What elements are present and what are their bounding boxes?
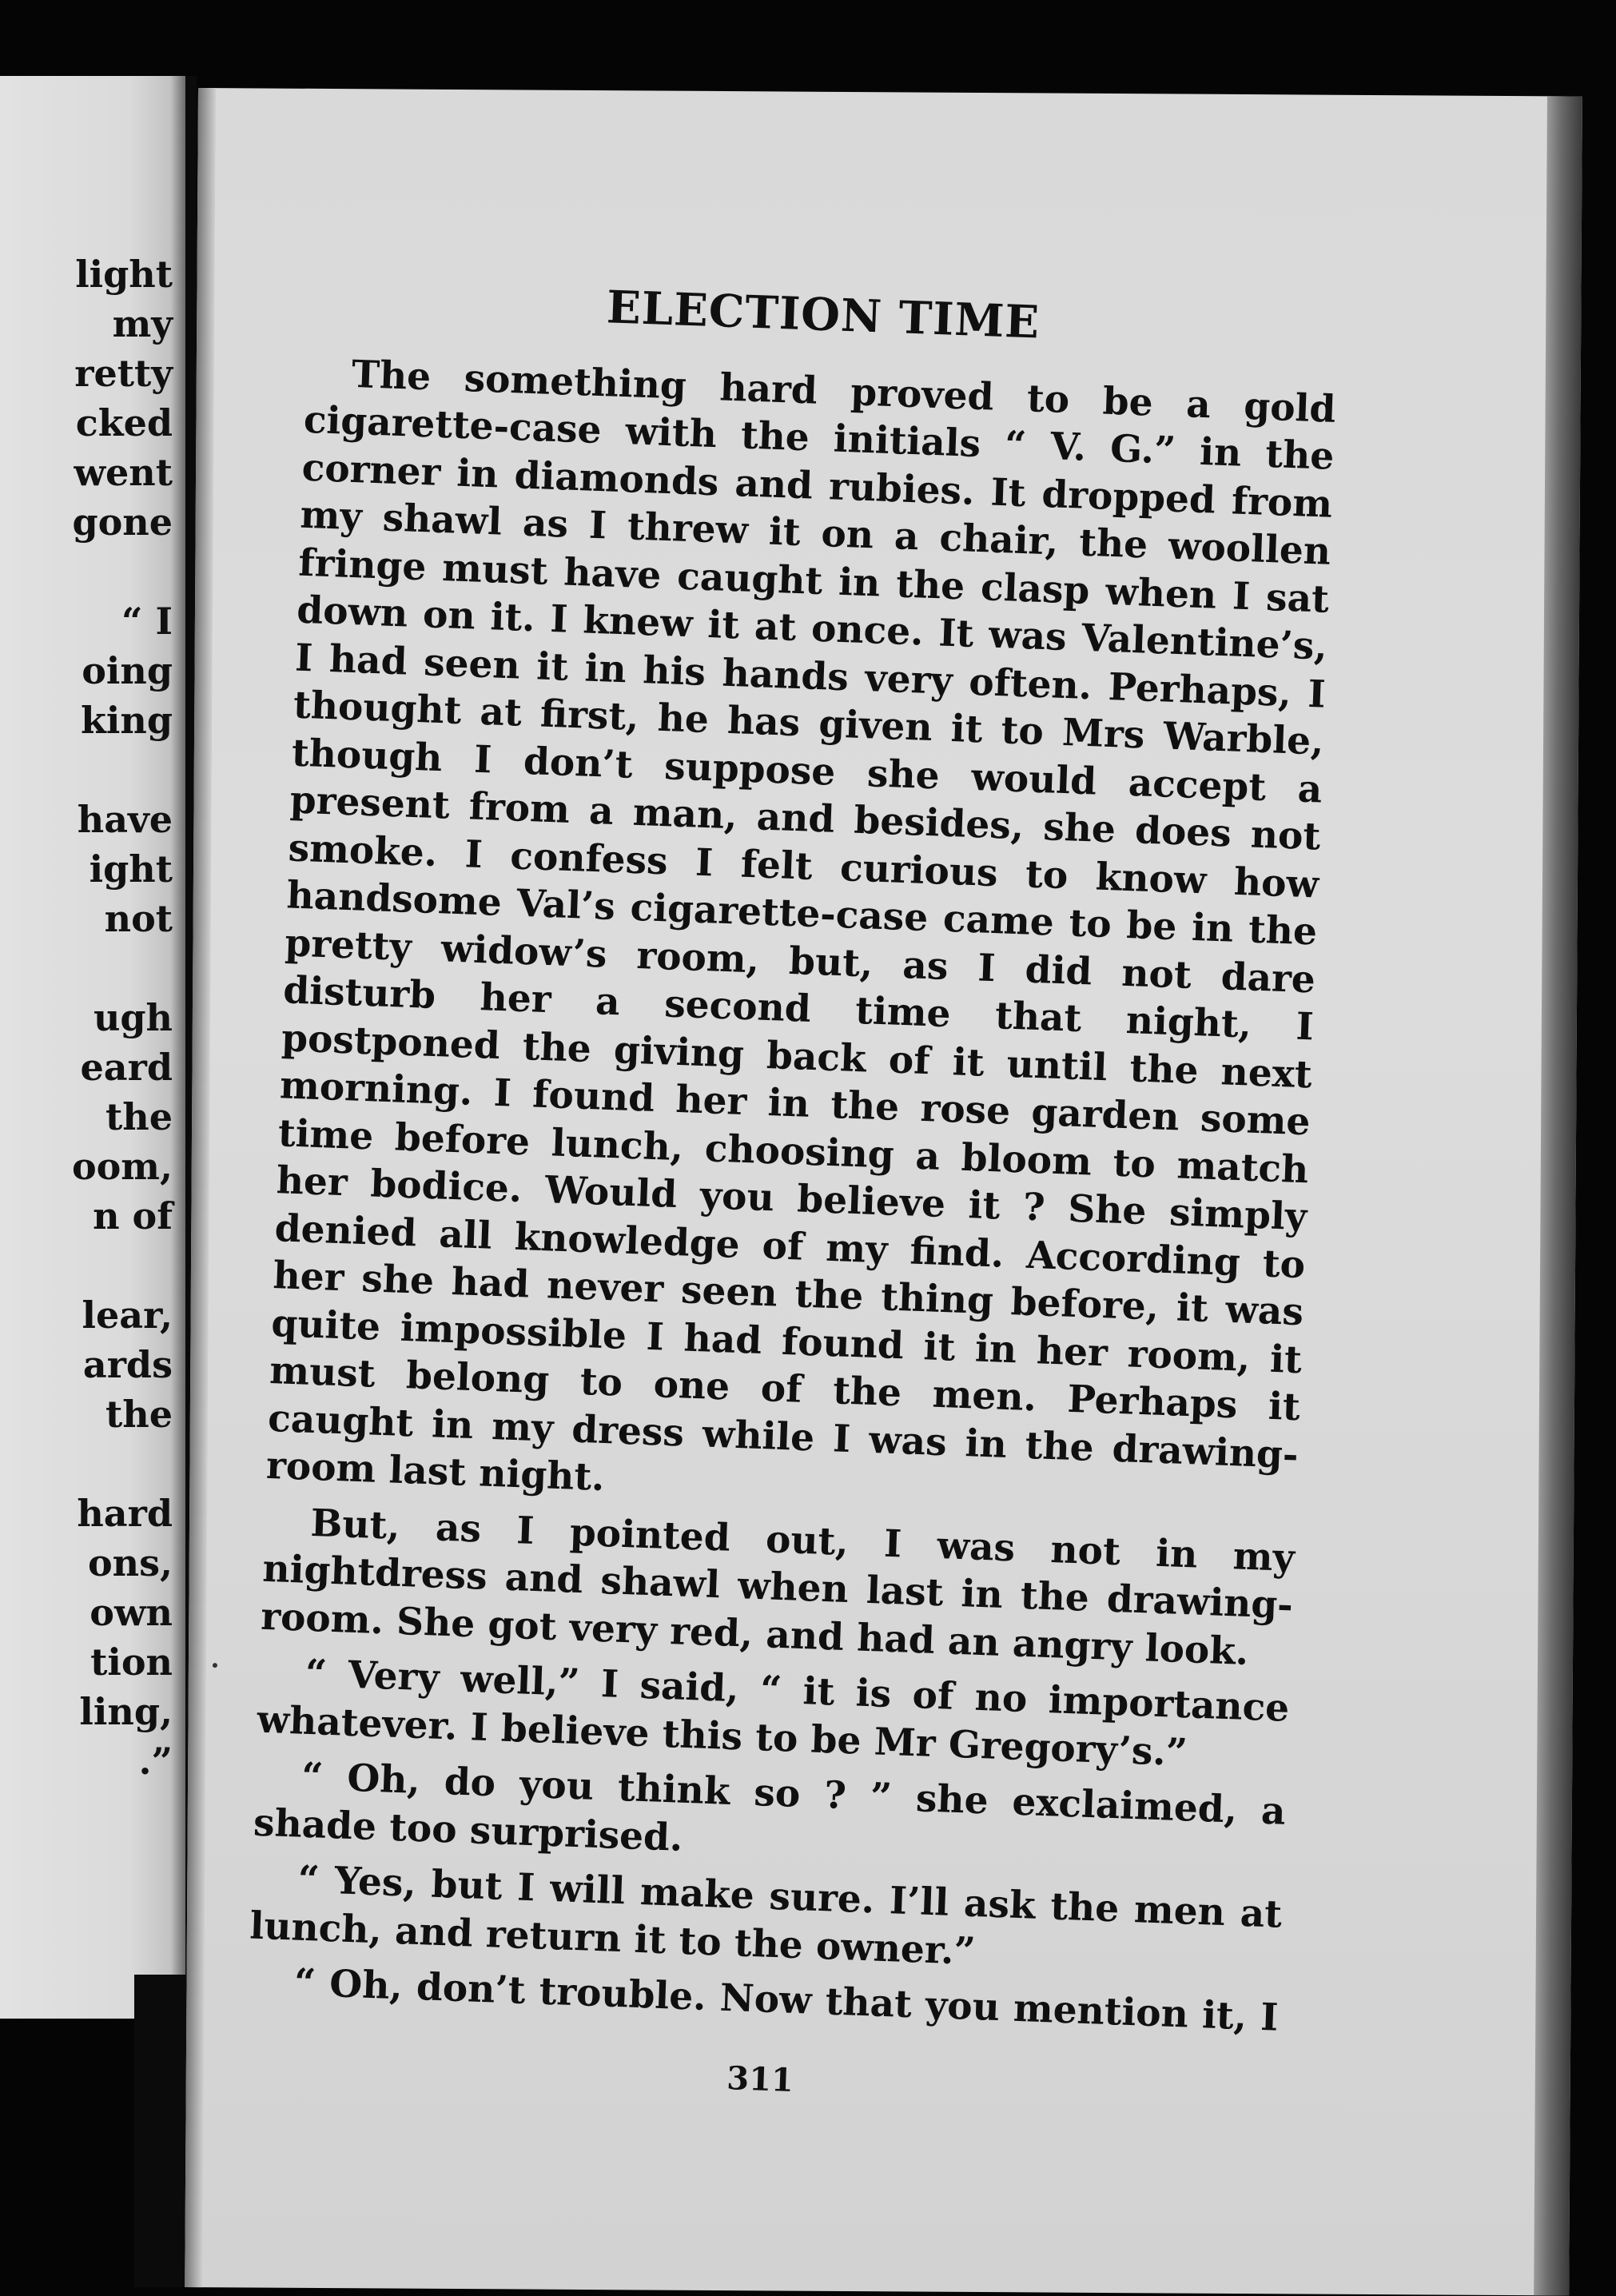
previous-page-line: .” xyxy=(138,1740,173,1783)
page-edge xyxy=(1534,96,1582,2295)
paragraph: “ Very well,” I said, “ it is of no importance whatever. I believe this to be Mr Gregory’s.” xyxy=(256,1651,1291,1775)
previous-page-line: tion xyxy=(90,1640,173,1684)
previous-page-line: ons, xyxy=(87,1541,173,1584)
book-page xyxy=(185,88,1582,2296)
previous-page-line: retty xyxy=(74,352,173,395)
previous-page-line: the xyxy=(105,1393,173,1436)
previous-page-line: ling, xyxy=(79,1690,173,1733)
previous-page-line: went xyxy=(74,451,173,494)
previous-page-line: lear, xyxy=(82,1293,173,1337)
paragraph: “ Oh, don’t trouble. Now that you mention it, I xyxy=(293,1960,1280,2040)
previous-page-line: n of xyxy=(93,1194,173,1238)
previous-page-line: oing xyxy=(82,649,173,692)
previous-page-line: king xyxy=(81,699,173,742)
previous-page-line: ight xyxy=(89,847,173,891)
previous-page-line: gone xyxy=(72,500,173,544)
paragraph: But, as I pointed out, I was not in my nightdress and shawl when last in the drawing-room. She got very red, and had an angry look. xyxy=(260,1501,1296,1674)
previous-page-line: the xyxy=(105,1095,173,1138)
previous-page-line: light xyxy=(75,253,173,296)
previous-page-line: hard xyxy=(77,1492,173,1535)
previous-page-line: cked xyxy=(75,401,173,444)
paragraph: “ Yes, but I will make sure. I’ll ask the men at lunch, and return it to the owner.” xyxy=(249,1857,1283,1974)
previous-page-line: ards xyxy=(82,1343,173,1386)
previous-page-line: ugh xyxy=(93,996,173,1039)
previous-page-line: my xyxy=(112,302,173,345)
paragraph: “ Oh, do you think so ? ” she exclaimed, a shade too surprised. xyxy=(253,1754,1287,1860)
paragraph: The something hard proved to be a gold cigarette-case with the initials “ V. G.” in the corner in diamonds and rubies. It dropped from my shawl as I threw it on a chair, the woollen fringe must have caught in the clasp when I sat down on it. I knew it at once. It was Valentine’s, I had seen it in his hands very often. Perhaps, I thought at first, he has given it to Mrs Warble, though I don’t suppose she would accept a present from a man, and besides, she does not smoke. I confess I felt curious to know how handsome Val’s cigarette-case came to be in the pretty widow’s room, but, as I did not dare disturb her a second time that night, I postponed the giving back of it until the next morning. I found her in the rose garden some time before lunch, choosing a bloom to match her bodice. Would you believe it ? She simply denied all knowledge of my find. According to her she had never seen the thing before, it was quite impossible I had found it in her room, it must belong to one of the men. Perhaps it caught in my dress while I was in the drawing-room last night. xyxy=(265,352,1337,1501)
previous-page xyxy=(0,76,185,2019)
previous-page-line: oom, xyxy=(71,1145,173,1188)
page-speck xyxy=(213,1663,217,1668)
page-number: 311 xyxy=(726,2059,794,2099)
text-block xyxy=(245,273,1339,2116)
previous-page-line: eard xyxy=(80,1046,173,1089)
previous-page-line: have xyxy=(77,798,173,841)
previous-page-line: not xyxy=(104,897,173,940)
previous-page-line: “ I xyxy=(121,600,173,643)
previous-page-line: own xyxy=(90,1591,173,1634)
running-head: ELECTION TIME xyxy=(606,281,1041,349)
